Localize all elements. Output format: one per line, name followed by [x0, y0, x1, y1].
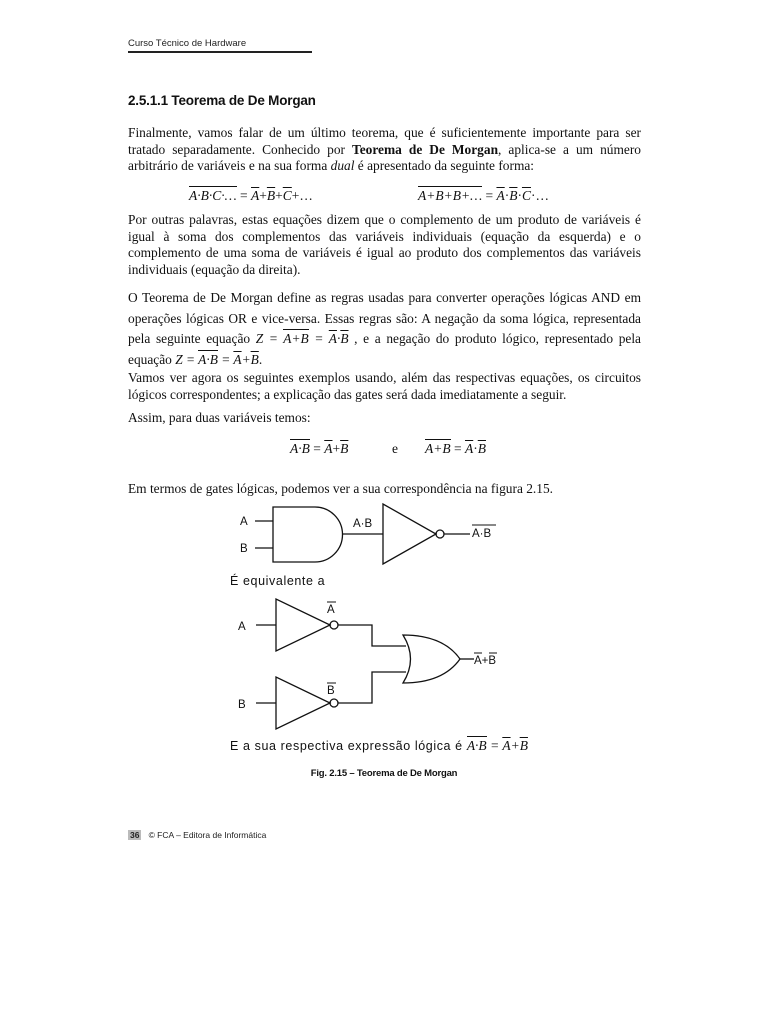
- formula-left-lhs: A·B·C·…: [189, 188, 237, 203]
- rules-text-c: .: [258, 351, 263, 367]
- not-a-output-wire: [338, 625, 406, 646]
- formula-right-tail: ·…: [530, 188, 549, 203]
- page-footer: [128, 830, 266, 840]
- paragraph-two-vars: Assim, para duas variáveis temos:: [128, 410, 311, 425]
- not-gate-b: [276, 677, 330, 729]
- rules-text-a: O Teorema de De Morgan define as regras usadas para converter operações lógicas AND em operações lógicas OR e vice-versa. Essas regras são: A negação da soma lógica, representada pela seguinte equação: [128, 290, 641, 346]
- label-input-a-bottom: A: [238, 621, 246, 633]
- formula-right-rhs-c: $\overline{C}$: [521, 188, 531, 203]
- label-input-a-top: A: [240, 516, 248, 528]
- formula-two-var-right: $A+B = \overline{A}\cdot\overline{B}$: [425, 441, 486, 456]
- label-not-b: B: [327, 685, 335, 697]
- formula-left-rhs-a: $\overline{A}$: [251, 188, 260, 203]
- inline-formula-product: $Z = A\cdot B = \overline{A}+\overline{B}$: [175, 351, 259, 367]
- section-title: 2.5.1.1 Teorema de De Morgan: [128, 93, 316, 108]
- paragraph-explanation: Por outras palavras, estas equações dizem que o complemento de um produto de variáveis é igual à soma dos complementos das variáveis individuais (equação da esquerda) e o complemento de uma soma de variáveis é igual ao produto dos complementos das variáveis individuais (equação da direita).: [128, 212, 641, 277]
- paragraph-figure-intro: Em termos de gates lógicas, podemos ver a sua correspondência na figura 2.15.: [128, 481, 554, 496]
- two-var-left-lhs: A·B: [290, 441, 310, 456]
- formula-general-right: A+B+B+… = $\overline{A}\cdot\overline{B}\cdot\overline{C}\cdot\dots$: [418, 188, 549, 203]
- intro-text-a: Finalmente, vamos falar de um último teorema, que é suficientemente importante para ser tratado separadamente. Conhecido por: [128, 125, 641, 157]
- intro-text-b: , aplica-se a um número arbitrário de variáveis e na sua forma: [128, 141, 641, 174]
- expression-formula: $A\cdot B = \overline{A}+\overline{B}$: [466, 738, 528, 753]
- formula-left-rhs-b: $\overline{B}$: [266, 188, 276, 203]
- equivalent-label: É equivalente a: [230, 574, 326, 588]
- page-number: 36: [130, 830, 140, 840]
- not-gate-a: [276, 599, 330, 651]
- label-nand-output: A·B: [472, 528, 492, 540]
- figure-caption: Fig. 2.15 – Teorema de De Morgan: [310, 768, 458, 779]
- not-gate-top: [383, 504, 436, 564]
- two-var-right-lhs: A+B: [425, 441, 451, 456]
- expression-label: [230, 738, 528, 754]
- formula-two-var-left: $A\cdot B = \overline{A}+\overline{B}$: [290, 441, 349, 456]
- formula-right-rhs-b: $\overline{B}$: [509, 188, 518, 203]
- and-gate: [273, 507, 343, 562]
- label-or-output: A+B: [474, 655, 497, 667]
- intro-italic-term: dual: [330, 158, 355, 174]
- rules-text-b: , e a negação do produto lógico, representado pela equação: [128, 331, 642, 367]
- inline-formula-sum: $Z = A+B = \overline{A}\cdot\overline{B}$: [255, 331, 349, 346]
- intro-text-c: é apresentado da seguinte forma:: [354, 158, 535, 174]
- formula-right-rhs-a: $\overline{A}$: [496, 188, 505, 203]
- label-not-a: A: [327, 604, 335, 616]
- running-head: Curso Técnico de Hardware: [128, 38, 247, 49]
- label-input-b-bottom: B: [238, 699, 246, 711]
- formula-left-rhs-c: $\overline{C}$: [282, 188, 292, 203]
- conjunction-e: e: [392, 441, 398, 456]
- formula-left-tail: +…: [291, 188, 313, 203]
- formula-right-lhs: A+B+B+…: [418, 188, 483, 203]
- paragraph-examples: Vamos ver agora os seguintes exemplos usando, além das respectivas equações, os circuitos lógicos correspondentes; a explicação das gates será dada imediatamente a seguir.: [128, 370, 641, 402]
- intro-bold-term: Teorema de De Morgan: [352, 141, 499, 157]
- label-and-output: A·B: [353, 518, 373, 530]
- or-gate: [403, 635, 460, 683]
- publisher-credit: © FCA – Editora de Informática: [148, 830, 267, 840]
- label-input-b-top: B: [240, 543, 248, 555]
- formula-general-left: A·B·C·… = $\overline{A}+\overline{B}+\overline{C}+\dots$: [189, 188, 313, 203]
- expression-text: E a sua respectiva expressão lógica é: [230, 739, 463, 753]
- not-b-output-wire: [338, 672, 406, 703]
